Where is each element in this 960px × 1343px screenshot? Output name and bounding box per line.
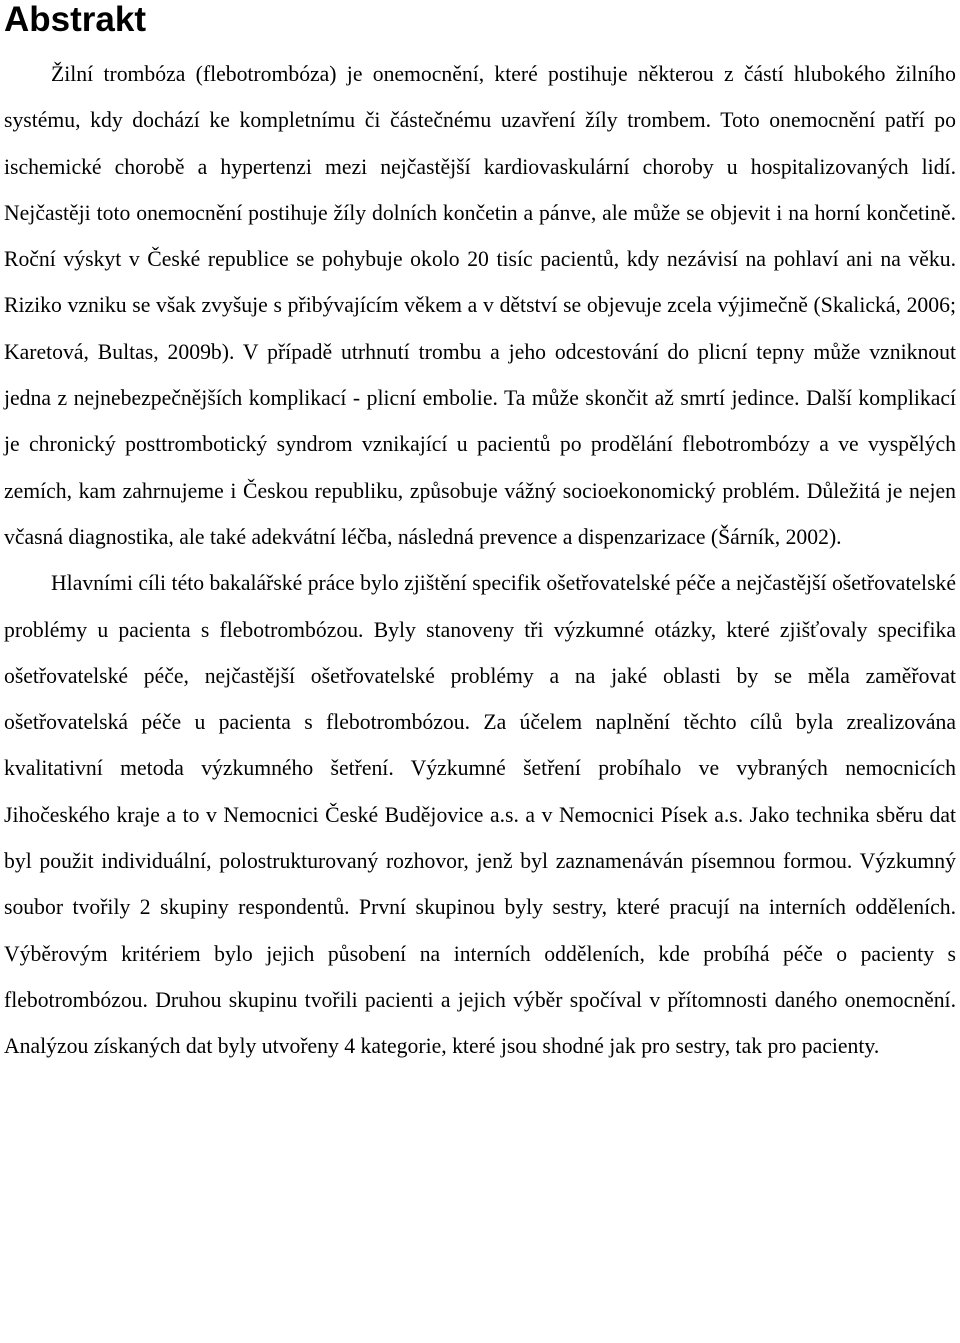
section-heading: Abstrakt (4, 0, 146, 39)
abstract-paragraph-1: Žilní trombóza (flebotrombóza) je onemocnění, které postihuje některou z částí hlubokého žilního systému, kdy dochází ke kompletnímu či částečnému uzavření žíly trombem. Toto onemocnění patří po ischemické chorobě a hypertenzi mezi nejčastější kardiovaskulární choroby u hospitalizovaných lidí. Nejčastěji toto onemocnění postihuje žíly dolních končetin a pánve, ale může se objevit i na horní končetině. Roční výskyt v České republice se pohybuje okolo 20 tisíc pacientů, kdy nezávisí na pohlaví ani na věku. Riziko vzniku se však zvyšuje s přibývajícím věkem a v dětství se objevuje zcela výjimečně (Skalická, 2006; Karetová, Bultas, 2009b). V případě utrhnutí trombu a jeho odcestování do plicní tepny může vzniknout jedna z nejnebezpečnějších komplikací - plicní embolie. Ta může skončit až smrtí jedince. Další komplikací je chronický posttrombotický syndrom vznikající u pacientů po prodělání flebotrombózy a ve vyspělých zemích, kam zahrnujeme i Českou republiku, způsobuje vážný socioekonomický problém. Důležitá je nejen včasná diagnostika, ale také adekvátní léčba, následná prevence a dispenzarizace (Šárník, 2002). (4, 62, 956, 549)
abstract-paragraph-2: Hlavními cíli této bakalářské práce bylo zjištění specifik ošetřovatelské péče a nejčastější ošetřovatelské problémy u pacienta s flebotrombózou. Byly stanoveny tři výzkumné otázky, které zjišťovaly specifika ošetřovatelské péče, nejčastější ošetřovatelské problémy a na jaké oblasti by se měla zaměřovat ošetřovatelská péče u pacienta s flebotrombózou. Za účelem naplnění těchto cílů byla zrealizována kvalitativní metoda výzkumného šetření. Výzkumné šetření probíhalo ve vybraných nemocnicích Jihočeského kraje a to v Nemocnici České Budějovice a.s. a v Nemocnici Písek a.s. Jako technika sběru dat byl použit individuální, polostrukturovaný rozhovor, jenž byl zaznamenáván písemnou formou. Výzkumný soubor tvořily 2 skupiny respondentů. První skupinou byly sestry, které pracují na interních odděleních. Výběrovým kritériem bylo jejich působení na interních odděleních, kde probíhá péče o pacienty s flebotrombózou. Druhou skupinu tvořili pacienti a jejich výběr spočíval v přítomnosti daného onemocnění. Analýzou získaných dat byly utvořeny 4 kategorie, které jsou shodné jak pro sestry, tak pro pacienty. (4, 571, 956, 1059)
